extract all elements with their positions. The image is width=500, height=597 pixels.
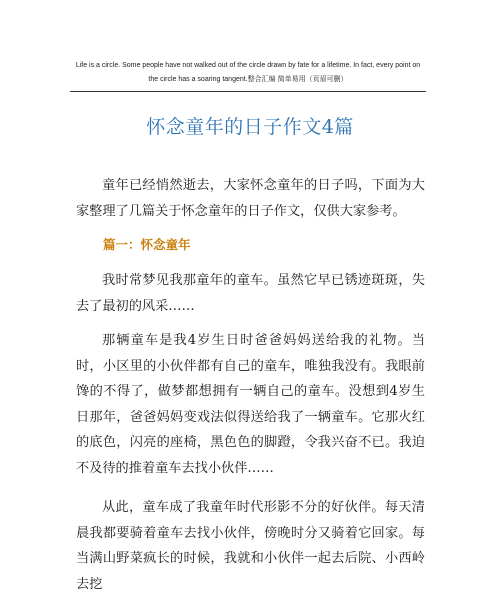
intro-paragraph: 童年已经悄然逝去，大家怀念童年的日子吗，下面为大家整理了几篇关于怀念童年的日子作文，仅供大家参考。 <box>76 178 425 219</box>
header-divider <box>70 91 426 92</box>
section-heading: 篇一：怀念童年 <box>103 237 191 252</box>
header-line-1: Life is a circle. Some people have not walked out of the circle drawn by fate for a lifetime. In fact, every point on <box>75 62 421 69</box>
body-paragraph: 从此，童车成了我童年时代形影不分的好伙伴。每天清晨我都要骑着童车去找小伙伴，傍晚时分又骑着它回家。每当满山野菜疯长的时候，我就和小伙伴一起去后院、小西岭去挖 <box>76 500 425 592</box>
document-title: 怀念童年的日子作文4篇 <box>146 116 354 138</box>
body-paragraph: 我时常梦见我那童年的童车。虽然它早已锈迹斑斑，失去了最初的风采…… <box>76 273 425 314</box>
header-line-2: the circle has a soaring tangent.整合汇编 简单易用（页眉可删） <box>148 76 348 83</box>
body-paragraph: 那辆童车是我4岁生日时爸爸妈妈送给我的礼物。当时，小区里的小伙伴都有自己的童车，唯独我没有。我眼前馋的不得了，做梦都想拥有一辆自己的童车。没想到4岁生日那年，爸爸妈妈变戏法似得送给我了一辆童车。它那火红的底色，闪亮的座椅，黑色色的脚蹬，令我兴奋不已。我迫不及待的推着童车去找小伙伴…… <box>76 333 425 476</box>
page-header <box>70 59 426 87</box>
